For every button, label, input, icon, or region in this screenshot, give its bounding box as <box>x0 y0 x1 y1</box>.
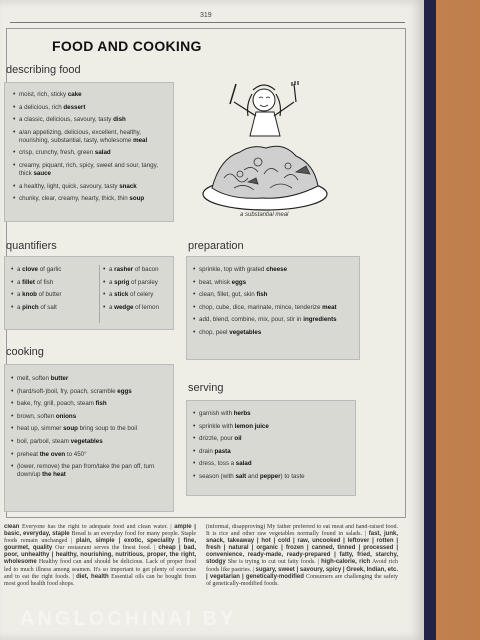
collocation-keyword: vegetables <box>229 328 262 336</box>
collocation-keyword: snack <box>119 182 137 190</box>
collocation-text: boil, parboil, steam <box>17 437 71 445</box>
collocation-keyword: sprig <box>114 278 130 286</box>
collocation-text: drizzle, pour <box>199 435 235 443</box>
collocation-text: brown, soften <box>17 412 56 420</box>
collocation-text: a/an appetizing, delicious, excellent, healthy, nourishing, substantial, tasty, wholesome <box>19 128 141 144</box>
preparation-box <box>186 256 360 360</box>
cooking-list <box>11 375 169 479</box>
collocation-item <box>193 304 355 312</box>
collocation-text: a <box>17 303 23 311</box>
collocation-text: a <box>17 266 23 273</box>
collocation-keyword: the oven <box>39 450 66 458</box>
entry-text: (informal, disapproving) My father preferred to eat meat and hand-raised food. It is rice and other raw vegetables normally found in salads. | <box>206 524 398 538</box>
entry-text: Bread is an everyday food for many people. Staple foods remain unchanged | <box>4 531 196 545</box>
collocation-text: melt, soften <box>17 375 51 382</box>
entry-text: Our restaurant serves the finest food. | <box>52 545 159 552</box>
collocation-keyword: soup <box>63 425 78 433</box>
collocation-keyword: fish <box>256 291 268 299</box>
collocation-text: bring soup to the boil <box>77 425 138 433</box>
collocation-item <box>11 304 95 312</box>
collocation-text: clean, fillet, gut, skin <box>199 291 257 299</box>
collocation-text: add, blend, combine, mix, pour, stir in <box>199 316 304 324</box>
collocation-text: of garlic <box>38 266 62 273</box>
collocation-keyword: rasher <box>114 266 134 273</box>
quantifiers-divider <box>99 265 100 323</box>
substantial-meal-illustration <box>200 78 330 212</box>
entry-collocation: high-calorie, rich <box>321 559 371 566</box>
collocation-keyword: fish <box>95 400 107 408</box>
cooking-heading: cooking <box>6 346 44 358</box>
collocation-text: of lemon <box>133 303 159 311</box>
collocation-keyword: pasta <box>214 447 231 455</box>
watermark: ANGLOCHINAI BY <box>20 608 237 630</box>
serving-box <box>186 400 356 496</box>
collocation-text: of fish <box>34 278 54 286</box>
entry-collocation: diet, health <box>76 573 109 580</box>
collocation-item <box>11 266 95 274</box>
collocation-text: creamy, piquant, rich, spicy, sweet and sour, tangy, thick <box>19 161 158 177</box>
collocation-item <box>193 460 351 468</box>
collocation-item <box>193 266 355 274</box>
collocation-keyword: salad <box>235 460 252 468</box>
collocation-keyword: salad <box>94 149 111 157</box>
collocation-text: to 450° <box>65 450 87 458</box>
entry-collocation: plain, simple | exotic, speciality | fine, gourmet, quality <box>4 538 196 552</box>
collocation-keyword: butter <box>50 375 69 382</box>
collocation-text: a healthy, light, quick, savoury, tasty <box>19 182 120 190</box>
collocation-item <box>13 129 167 145</box>
quantifiers-right-list <box>103 266 173 316</box>
collocation-item <box>11 451 169 459</box>
collocation-item <box>11 438 169 446</box>
collocation-text: a <box>17 291 23 299</box>
describing-box <box>4 82 174 222</box>
entry-collocation: clean <box>4 524 20 530</box>
entry-text: Healthy food can and should be delicious. Lack of proper food led to much illness among seamen. It's so important to get plenty of exercise and to eat the right foods. | <box>4 559 196 580</box>
collocation-keyword: eggs <box>231 278 247 286</box>
collocation-item <box>13 195 167 203</box>
collocation-text: crisp, crunchy, fresh, green <box>19 149 95 157</box>
collocation-keyword: vegetables <box>70 437 103 445</box>
collocation-keyword: fillet <box>22 278 35 286</box>
collocation-text: a <box>109 291 115 299</box>
serving-heading: serving <box>188 382 224 394</box>
collocation-text: and <box>246 472 260 480</box>
collocation-keyword: sauce <box>33 169 51 177</box>
collocation-keyword: knob <box>22 291 37 299</box>
collocation-item <box>11 400 169 408</box>
collocation-keyword: herbs <box>233 410 251 417</box>
collocation-text: garnish with <box>199 410 234 417</box>
entry-collocation: fast, junk, snack, takeaway | hot | cold | raw, uncooked | leftover | rotten | fresh | natural | organic | frozen | canned, tinned | processed | convenience, ready-made, ready-prepared | fatty, fried, starchy, stodgy <box>206 531 398 566</box>
collocation-keyword: pinch <box>22 303 39 311</box>
collocation-text: a classic, delicious, savoury, tasty <box>19 116 114 124</box>
entry-text: Essential oils can be bought from most good health food shops. <box>4 573 196 587</box>
collocation-keyword: the heat <box>42 471 66 479</box>
describing-heading: describing food <box>6 64 81 76</box>
collocation-text: (lower, remove) the pan from/take the pan off, turn down/up <box>17 463 155 479</box>
dictionary-column-left <box>4 524 196 588</box>
collocation-item <box>103 266 173 274</box>
entry-collocation: cheap | bad, poor, unhealthy | healthy, nourishing, nutritious, proper, the right, wholesome <box>4 545 197 566</box>
collocation-keyword: ingredients <box>303 316 337 324</box>
illustration-caption: a substantial meal <box>240 212 289 218</box>
collocation-text: of bacon <box>133 266 159 273</box>
page-title: FOOD AND COOKING <box>52 38 202 54</box>
collocation-text: moist, rich, sticky <box>19 91 68 98</box>
collocation-item <box>193 473 351 481</box>
collocation-text: a delicious, rich <box>19 103 64 111</box>
entry-collocation: ample | basic, everyday, staple <box>4 524 196 538</box>
collocation-item <box>11 425 169 433</box>
collocation-text: drain <box>199 447 215 455</box>
collocation-item <box>13 104 167 112</box>
collocation-keyword: cake <box>67 91 82 98</box>
collocation-text: beat, whisk <box>199 278 232 286</box>
collocation-text: a <box>109 278 115 286</box>
collocation-keyword: dish <box>113 116 126 124</box>
page-number: 319 <box>200 12 212 19</box>
collocation-keyword: salt <box>235 472 247 480</box>
collocation-item <box>11 413 169 421</box>
collocation-keyword: eggs <box>117 387 132 395</box>
collocation-text: of salt <box>38 303 57 311</box>
entry-text: Consumers are challenging the safety of genetically-modified foods. <box>206 573 398 587</box>
collocation-item <box>193 448 351 456</box>
collocation-text: chop, peel <box>199 328 230 336</box>
collocation-keyword: wedge <box>114 303 134 311</box>
collocation-item <box>103 304 173 312</box>
collocation-text: bake, fry, grill, poach, steam <box>17 400 96 408</box>
collocation-keyword: soup <box>129 195 145 203</box>
quantifiers-box <box>4 256 174 330</box>
collocation-keyword: dessert <box>63 103 86 111</box>
collocation-item <box>11 291 95 299</box>
entry-collocation: sugary, sweet | savoury, spicy | Greek, Indian, etc. | vegetarian | genetically-modified <box>206 566 399 580</box>
collocation-keyword: cheese <box>266 266 288 273</box>
collocation-keyword: clove <box>22 266 38 273</box>
entry-text: Everyone has the right to adequate food and clean water. | <box>19 524 175 530</box>
collocation-text: sprinkle with <box>199 422 235 430</box>
collocation-item <box>13 91 167 99</box>
collocation-text: season (with <box>199 472 236 480</box>
collocation-text: dress, toss a <box>199 460 236 468</box>
collocation-item <box>193 316 355 324</box>
collocation-text: (hard/soft-)boil, fry, poach, scramble <box>17 387 118 395</box>
collocation-text: preheat <box>17 450 40 458</box>
collocation-text: chunky, clear, creamy, hearty, thick, thin <box>19 195 130 203</box>
collocation-item <box>103 279 173 287</box>
dictionary-column-right <box>206 524 398 588</box>
describing-list <box>13 91 167 203</box>
entry-text: Avoid rich foods like pastries. | <box>206 559 398 573</box>
collocation-item <box>13 149 167 157</box>
quantifiers-left-list <box>11 266 95 316</box>
collocation-text: of celery <box>128 291 154 299</box>
collocation-item <box>193 291 355 299</box>
collocation-keyword: stick <box>114 291 129 299</box>
collocation-text: of butter <box>36 291 62 299</box>
collocation-keyword: meal <box>133 136 148 144</box>
preparation-heading: preparation <box>188 240 244 252</box>
collocation-text: a <box>17 278 23 286</box>
collocation-item <box>193 329 355 337</box>
collocation-item <box>193 410 351 418</box>
collocation-text: sprinkle, top with grated <box>199 266 267 273</box>
collocation-keyword: onions <box>55 412 77 420</box>
collocation-item <box>193 435 351 443</box>
collocation-keyword: meat <box>322 303 337 311</box>
entry-text: She is trying to cut out fatty foods. | <box>225 559 322 566</box>
collocation-item <box>193 279 355 287</box>
collocation-item <box>11 463 169 479</box>
preparation-list <box>193 266 355 337</box>
collocation-text: heat up, simmer <box>17 425 64 433</box>
collocation-item <box>193 423 351 431</box>
collocation-text: a <box>109 266 115 273</box>
header-rule <box>10 22 405 23</box>
collocation-item <box>13 116 167 124</box>
collocation-item <box>13 162 167 178</box>
collocation-item <box>11 279 95 287</box>
collocation-text: ) to taste <box>280 472 305 480</box>
collocation-text: of parsley <box>129 278 158 286</box>
book-cover <box>424 0 436 640</box>
collocation-item <box>13 183 167 191</box>
quantifiers-heading: quantifiers <box>6 240 57 252</box>
collocation-keyword: lemon juice <box>234 422 269 430</box>
collocation-item <box>11 388 169 396</box>
collocation-item <box>103 291 173 299</box>
cooking-box <box>4 364 174 512</box>
collocation-text: chop, cube, dice, marinate, mince, tenderize <box>199 303 323 311</box>
collocation-item <box>11 375 169 383</box>
collocation-keyword: pepper <box>259 472 281 480</box>
collocation-keyword: oil <box>234 435 242 443</box>
serving-list <box>193 410 351 481</box>
collocation-text: a <box>109 303 115 311</box>
